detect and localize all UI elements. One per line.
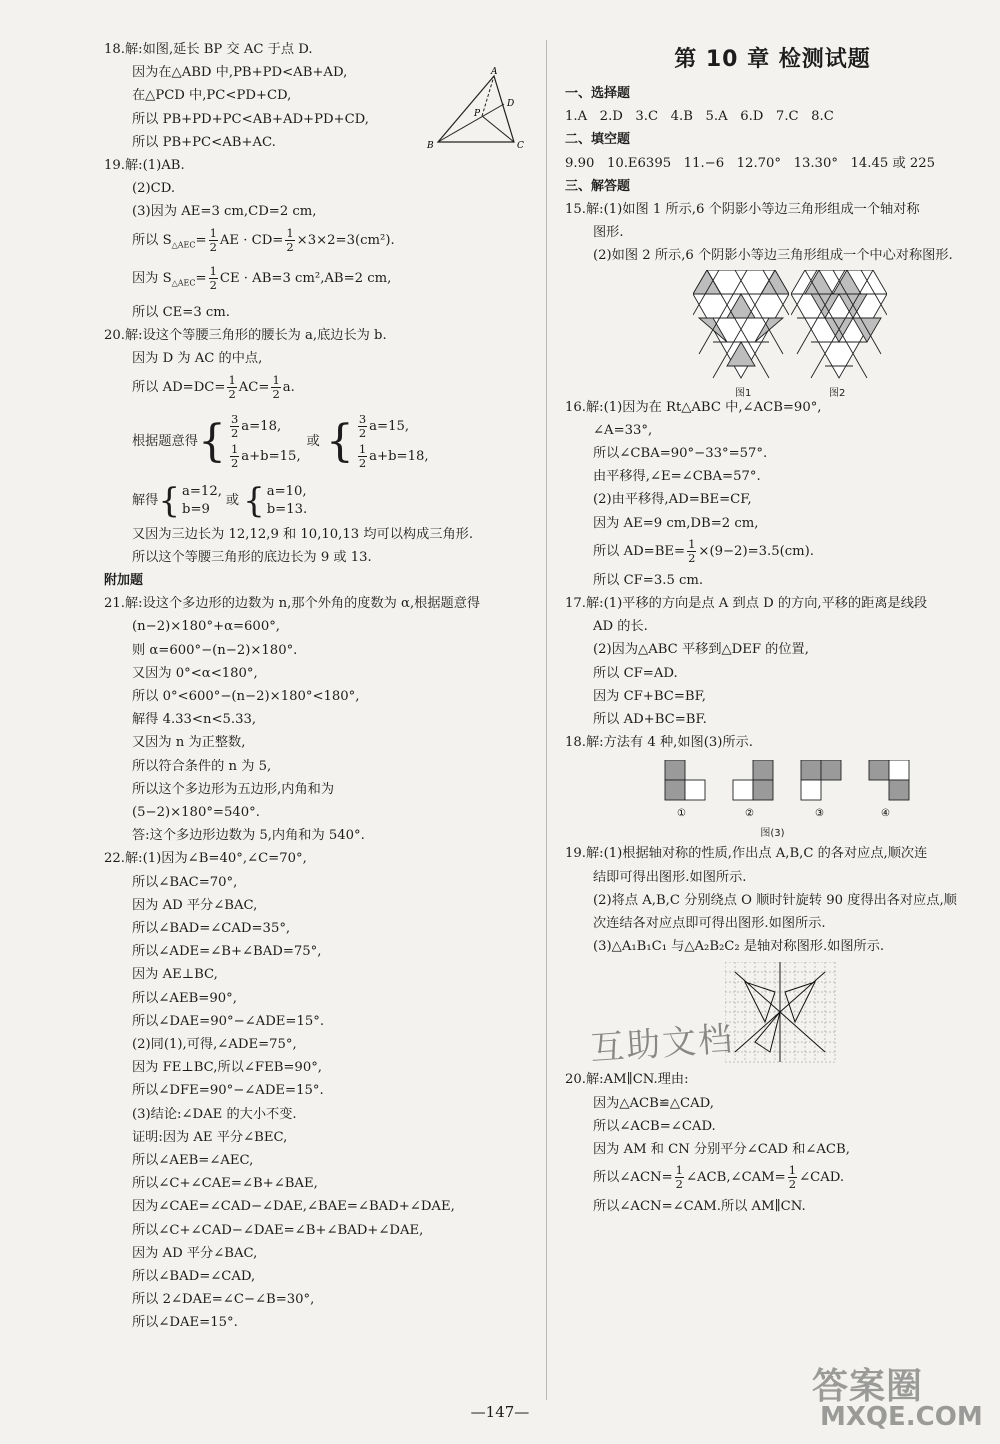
q19-block — [104, 154, 529, 324]
label-4: ④ — [881, 808, 890, 820]
text-line: 所以∠ACN=∠CAM.所以 AM∥CN. — [593, 1199, 806, 1215]
text-line: 18.解:方法有 4 种,如图(3)所示. — [565, 735, 753, 751]
text-line: 所以∠AEB=∠AEC, — [132, 1153, 254, 1168]
section-heading: 三、解答题 — [565, 178, 631, 194]
formula-line: 因为 $S_{\triangle AEC}=$ $\frac{1}{2}$ CE · AB=3 cm²,AB=2 cm, — [132, 264, 392, 293]
text-line: 因为 CF+BC=BF, — [593, 688, 706, 704]
left-column — [104, 38, 529, 1335]
text-line: 又因为 0°<α<180°, — [132, 665, 258, 681]
text-line: 所以∠C+∠CAD−∠DAE=∠B+∠BAD+∠DAE, — [132, 1222, 424, 1238]
text-line: 所以 0°<600°−(n−2)×180°<180°, — [132, 688, 360, 704]
formula-line: 所以 AD=DC= $\frac{1}{2}$ AC= $\frac{1}{2}$ a. — [132, 372, 295, 401]
text-line: (2)如图 2 所示,6 个阴影小等边三角形组成一个中心对称图形. — [593, 248, 953, 264]
watermark-logo: 答案圈 — [812, 1366, 924, 1407]
text-line: 所以 PB+PD+PC<AB+AD+PD+CD, — [132, 111, 369, 127]
text-line: 在△PCD 中,PC<PD+CD, — [132, 88, 292, 104]
text-line: 所以∠DAE=15°. — [132, 1315, 238, 1331]
text-line: 所以∠ADE=∠B+∠BAD=75°, — [132, 944, 322, 960]
q21-block — [104, 592, 529, 847]
text-line: 因为在△ABD 中,PB+PD<AB+AD, — [132, 65, 348, 81]
extra-heading: 附加题 — [104, 572, 144, 588]
grid-figure — [725, 962, 845, 1064]
text-line: 因为∠CAE=∠CAD−∠DAE,∠BAE=∠BAD+∠DAE, — [132, 1199, 455, 1215]
text-line: 因为 AE⊥BC, — [132, 967, 218, 983]
text-line: 所以∠ACB=∠CAD. — [593, 1118, 716, 1134]
fraction: $\frac{1}{2}$ — [788, 1163, 797, 1192]
text-line: 所以 AD+BC=BF. — [593, 712, 707, 728]
fraction: $\frac{1}{2}$ — [286, 225, 294, 254]
text-line: 21.解:设这个多边形的边数为 n,那个外角的度数为 α,根据题意得 — [104, 596, 481, 612]
chapter-title: 第 10 章 检测试题 — [674, 47, 871, 72]
text-line: 20.解:设这个等腰三角形的腰长为 a,底边长为 b. — [104, 328, 387, 344]
label-d: D — [507, 99, 515, 109]
text-line: 因为 AD 平分∠BAC, — [132, 897, 258, 913]
text-line: 又因为三边长为 12,12,9 和 10,10,13 均可以构成三角形. — [132, 526, 474, 542]
text-line: 所以 CF=AD. — [593, 665, 678, 681]
fraction: $\frac{1}{2}$ — [228, 372, 236, 401]
figure-1 — [693, 270, 789, 382]
text-line: 由平移得,∠E=∠CBA=57°. — [593, 469, 761, 485]
text-line: 所以∠BAD=∠CAD=35°, — [132, 920, 291, 936]
formula-line: 所以 AD=BE= $\frac{1}{2}$ ×(9−2)=3.5(cm). — [593, 536, 814, 565]
section-heading: 二、填空题 — [565, 132, 631, 148]
fraction: $\frac{1}{2}$ — [209, 264, 217, 293]
formula-line: 所以 $S_{\triangle AEC}=$ $\frac{1}{2}$ AE · CD= $\frac{1}{2}$ ×3×2=3(cm²). — [132, 225, 395, 254]
text-line: 所以符合条件的 n 为 5, — [132, 758, 272, 774]
text-line: 所以这个多边形为五边形,内角和为 — [132, 781, 335, 797]
text-line: 因为 AM 和 CN 分别平分∠CAD 和∠ACB, — [593, 1142, 850, 1158]
square-figures — [565, 754, 950, 826]
q18-block — [104, 38, 529, 154]
fraction: $\frac{1}{2}$ — [688, 536, 696, 565]
text-line: 又因为 n 为正整数, — [132, 735, 246, 751]
solution-system: 解得 { a=12, b=9 或 { a=10, b=13. — [132, 480, 308, 521]
text-line: 19.解:(1)AB. — [104, 158, 185, 174]
text-line: 20.解:AM∥CN.理由: — [565, 1072, 689, 1088]
text-line: 所以∠DFE=90°−∠ADE=15°. — [132, 1083, 324, 1099]
text-line: 则 α=600°−(n−2)×180°. — [132, 642, 298, 658]
method-figures — [659, 760, 919, 824]
text-line: 16.解:(1)因为在 Rt△ABC 中,∠ACB=90°, — [565, 399, 822, 415]
q16-block — [565, 396, 950, 592]
text-line: 因为 FE⊥BC,所以∠FEB=90°, — [132, 1060, 323, 1076]
text-line: (2)CD. — [132, 181, 176, 197]
text-line: (2)由平移得,AD=BE=CF, — [593, 492, 752, 508]
text-line: 因为 AE=9 cm,DB=2 cm, — [593, 515, 759, 531]
formula-line: 所以∠ACN= $\frac{1}{2}$ ∠ACB,∠CAM= $\frac{1}{2}$ ∠CAD. — [593, 1163, 845, 1192]
label-2: ② — [745, 808, 754, 820]
q20-block — [104, 324, 529, 569]
text-line: 因为 AD 平分∠BAC, — [132, 1245, 258, 1261]
label-3: ③ — [815, 808, 824, 820]
figure-1-caption: 图1 — [735, 387, 752, 399]
text-line: 所以∠BAC=70°, — [132, 874, 238, 890]
text-line: 所以∠AEB=90°, — [132, 990, 237, 1006]
q15-block — [565, 198, 953, 399]
label-c: C — [517, 141, 524, 150]
figure-2-caption: 图2 — [829, 387, 846, 399]
q17-block — [565, 592, 950, 731]
watermark-url: MXQE.COM — [820, 1402, 983, 1432]
figure-2 — [791, 270, 887, 382]
section-heading: 一、选择题 — [565, 86, 631, 101]
text-line: 所以 2∠DAE=∠C−∠B=30°, — [132, 1292, 315, 1308]
text-line: 所以这个等腰三角形的底边长为 9 或 13. — [132, 549, 372, 565]
text-line: 17.解:(1)平移的方向是点 A 到点 D 的方向,平移的距离是线段 — [565, 596, 928, 612]
text-line: (2)因为△ABC 平移到△DEF 的位置, — [593, 642, 809, 658]
text-line: AD 的长. — [593, 619, 648, 635]
answer-line: 1.A 2.D 3.C 4.B 5.A 6.D 7.C 8.C — [565, 109, 834, 125]
text-line: (n−2)×180°+α=600°, — [132, 619, 280, 635]
text-line: 解得 4.33<n<5.33, — [132, 712, 257, 728]
label-p: P — [474, 109, 481, 119]
text-line: 因为△ACB≌△CAD, — [593, 1095, 714, 1111]
text-line: 答:这个多边形边数为 5,内角和为 540°. — [132, 828, 365, 844]
text-line: (3)结论:∠DAE 的大小不变. — [132, 1106, 297, 1122]
triangle-grid-figures — [565, 268, 950, 399]
text-line: 22.解:(1)因为∠B=40°,∠C=70°, — [104, 851, 307, 867]
figure-3-caption: 图(3) — [760, 828, 785, 840]
text-line: 次连结各对应点即可得出图形.如图所示. — [593, 916, 826, 932]
text-line: ∠A=33°, — [593, 422, 653, 438]
label-b: B — [427, 141, 434, 150]
text-line: 所以 CE=3 cm. — [132, 304, 230, 320]
text-line: 结即可得出图形.如图所示. — [593, 869, 747, 885]
answer-line: 9.90 10.E6395 11.−6 12.70° 13.30° 14.45 或 225 — [565, 155, 936, 171]
page-number: —147— — [470, 1403, 530, 1421]
equation-system: 根据题意得 { $\frac{3}{2}$ a=18, $\frac{1}{2}$ a+b=15, 或 { $\frac{3}{2}$ a=15, $\frac{1}{2}$ a+b=18, — [132, 411, 429, 470]
label-a: A — [491, 67, 498, 77]
text-line: 18.解:如图,延长 BP 交 AC 于点 D. — [104, 42, 313, 57]
triangle-figure — [426, 66, 526, 150]
text-line: 19.解:(1)根据轴对称的性质,作出点 A,B,C 的各对应点,顺次连 — [565, 846, 928, 862]
label-1: ① — [677, 808, 686, 820]
column-divider — [546, 40, 547, 1400]
text-line: (5−2)×180°=540°. — [132, 804, 260, 820]
text-line: 图形. — [593, 225, 624, 241]
q20-right-block — [565, 1068, 950, 1218]
text-line: 证明:因为 AE 平分∠BEC, — [132, 1129, 288, 1145]
text-line: 所以 CF=3.5 cm. — [593, 572, 704, 588]
q22-block — [104, 847, 529, 1334]
text-line: (3)△A₁B₁C₁ 与△A₂B₂C₂ 是轴对称图形.如图所示. — [593, 939, 885, 955]
text-line: (2)将点 A,B,C 分别绕点 O 顺时针旋转 90 度得出各对应点,顺 — [593, 892, 957, 908]
text-line: 所以∠DAE=90°−∠ADE=15°. — [132, 1013, 325, 1029]
text-line: 所以∠C+∠CAE=∠B+∠BAE, — [132, 1176, 318, 1192]
text-line: 因为 D 为 AC 的中点, — [132, 351, 263, 367]
text-line: 所以∠CBA=90°−33°=57°. — [593, 446, 768, 462]
fraction: $\frac{1}{2}$ — [272, 372, 280, 401]
fraction: $\frac{1}{2}$ — [675, 1163, 683, 1192]
text-line: (2)同(1),可得,∠ADE=75°, — [132, 1036, 297, 1052]
text-line: 所以 PB+PC<AB+AC. — [132, 134, 276, 150]
text-line: 15.解:(1)如图 1 所示,6 个阴影小等边三角形组成一个轴对称 — [565, 202, 920, 218]
text-line: 所以∠BAD=∠CAD, — [132, 1269, 256, 1285]
text-line: (3)因为 AE=3 cm,CD=2 cm, — [132, 204, 317, 220]
watermark-text: 互助文档 — [589, 1019, 736, 1069]
q18-right-block — [565, 731, 950, 842]
fraction: $\frac{1}{2}$ — [209, 225, 217, 254]
